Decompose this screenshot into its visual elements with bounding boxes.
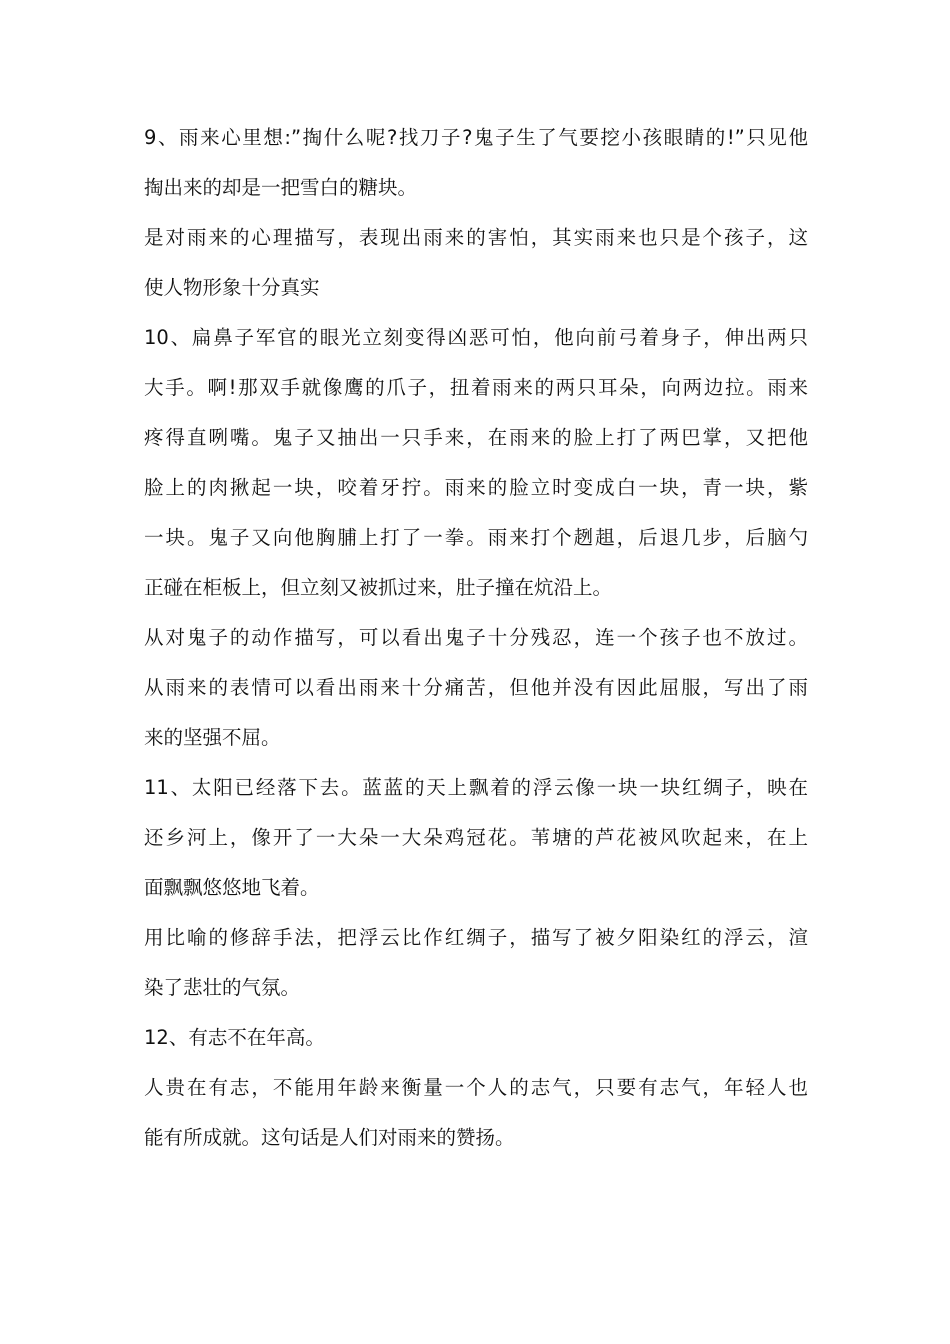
text-line: 人贵在有志，不能用年龄来衡量一个人的志气，只要有志气，年轻人也 — [144, 1076, 808, 1099]
text-line: 9、雨来心里想:”掏什么呢?找刀子?鬼子生了气要挖小孩眼睛的!”只见他 — [144, 126, 808, 149]
text-line: 面飘飘悠悠地飞着。 — [144, 876, 320, 899]
text-line: 10、扁鼻子军官的眼光立刻变得凶恶可怕，他向前弓着身子，伸出两只 — [144, 326, 808, 349]
text-line: 使人物形象十分真实 — [144, 276, 320, 299]
text-line: 从雨来的表情可以看出雨来十分痛苦，但他并没有因此屈服，写出了雨 — [144, 676, 808, 699]
text-line: 疼得直咧嘴。鬼子又抽出一只手来，在雨来的脸上打了两巴掌，又把他 — [144, 426, 808, 449]
text-line: 从对鬼子的动作描写，可以看出鬼子十分残忍，连一个孩子也不放过。 — [144, 626, 808, 649]
text-line: 掏出来的却是一把雪白的糖块。 — [144, 176, 418, 199]
text-line: 11、太阳已经落下去。蓝蓝的天上飘着的浮云像一块一块红绸子，映在 — [144, 776, 808, 799]
text-line: 正碰在柜板上，但立刻又被抓过来，肚子撞在炕沿上。 — [144, 576, 613, 599]
text-line: 用比喻的修辞手法，把浮云比作红绸子，描写了被夕阳染红的浮云，渲 — [144, 926, 808, 949]
text-line: 是对雨来的心理描写，表现出雨来的害怕，其实雨来也只是个孩子，这 — [144, 226, 808, 249]
text-line: 一块。鬼子又向他胸脯上打了一拳。雨来打个趔趄，后退几步，后脑勺 — [144, 526, 808, 549]
text-line: 能有所成就。这句话是人们对雨来的赞扬。 — [144, 1126, 515, 1149]
text-line: 来的坚强不屈。 — [144, 726, 281, 749]
text-line: 还乡河上，像开了一大朵一大朵鸡冠花。苇塘的芦花被风吹起来，在上 — [144, 826, 808, 849]
text-line: 脸上的肉揪起一块，咬着牙拧。雨来的脸立时变成白一块，青一块，紫 — [144, 476, 808, 499]
text-line: 大手。啊!那双手就像鹰的爪子，扭着雨来的两只耳朵，向两边拉。雨来 — [144, 376, 808, 399]
text-line: 染了悲壮的气氛。 — [144, 976, 301, 999]
document-body — [144, 113, 808, 1163]
text-line: 12、有志不在年高。 — [144, 1026, 325, 1049]
